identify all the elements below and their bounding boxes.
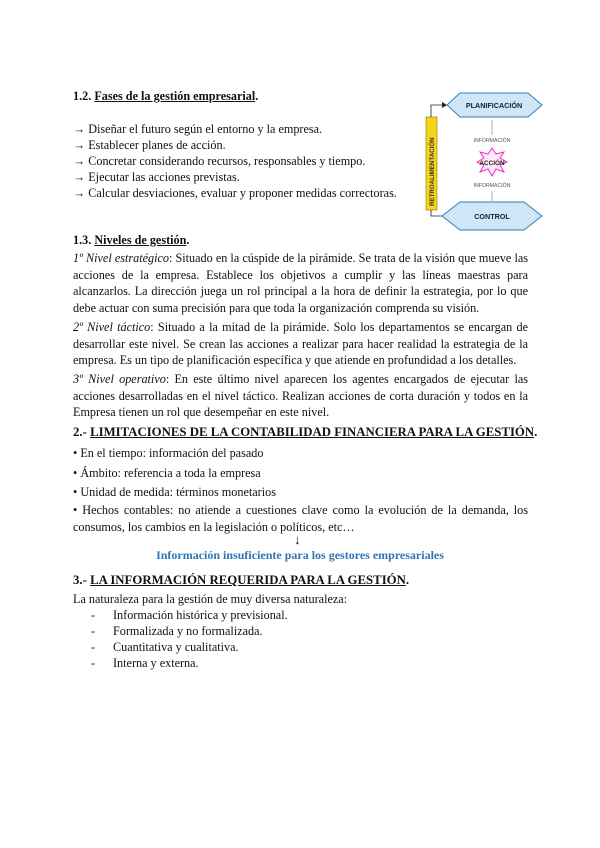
level-paragraph: [73, 319, 528, 369]
level-label: 1º Nivel estratégico: [73, 251, 169, 265]
section-title: Niveles de gestión: [94, 233, 187, 247]
limitation-bullet: • Unidad de medida: términos monetarios: [73, 485, 276, 499]
phase-item: → Calcular desviaciones, evaluar y proponer medidas correctoras.: [73, 186, 397, 200]
limitation-bullet: • Ámbito: referencia a toda la empresa: [73, 466, 261, 480]
phase-item: → Diseñar el futuro según el entorno y la empresa.: [73, 122, 323, 136]
arrow-head-icon: [442, 102, 447, 108]
list-item-text: Formalizada y no formalizada.: [113, 624, 263, 638]
info-top-label: INFORMACIÓN: [473, 138, 511, 144]
down-arrow-icon: ↓: [294, 532, 301, 547]
level-label: 2º Nivel táctico: [73, 320, 151, 334]
list-item-text: Cuantitativa y cualitativa.: [113, 640, 239, 654]
action-label: ACCIÓN: [479, 160, 505, 167]
section-1-3-heading: 1.3. Niveles de gestión.: [73, 233, 190, 247]
list-item: [91, 607, 288, 623]
dash-marker: -: [91, 624, 96, 638]
dash-marker: -: [91, 656, 96, 670]
management-cycle-diagram: [420, 92, 545, 240]
connector-line: [431, 105, 442, 117]
feedback-label: RETROALIMENTACIÓN: [429, 137, 436, 206]
level-label: 3º Nivel operativo: [73, 372, 166, 386]
list-item-text: Interna y externa.: [113, 656, 199, 670]
dash-marker: -: [91, 640, 96, 654]
intro-text: La naturaleza para la gestión de muy diversa naturaleza:: [73, 592, 348, 606]
level-paragraph: [73, 371, 528, 421]
phase-item: → Ejecutar las acciones previstas.: [73, 170, 240, 184]
connector-line: [431, 210, 442, 216]
limitation-bullet: • En el tiempo: información del pasado: [73, 446, 264, 460]
list-item-text: Información histórica y previsional.: [113, 608, 288, 622]
level-text: : Situado en la cúspide de la pirámide. Se trata de la visión que mueve las acciones de la empresa. Establece los objetivos a cumplir y las líneas maestras para alcanzarlos. La dirección juega un rol principal a la hora de definir la estrategia, por lo que debe actuar con suma precisión para que toda la organización comprenda su visión.: [73, 251, 528, 315]
section-2-heading: 2.- LIMITACIONES DE LA CONTABILIDAD FINANCIERA PARA LA GESTIÓN.: [73, 425, 538, 439]
control-label: CONTROL: [474, 212, 510, 221]
list-item: [91, 655, 199, 671]
section-title: LIMITACIONES DE LA CONTABILIDAD FINANCIERA PARA LA GESTIÓN: [90, 425, 535, 439]
level-text: : En este último nivel aparecen los agentes encargados de ejecutar las acciones desarrolladas en el nivel táctico. Realizan acciones de corta duración y todos en la Empresa tienen un rol que desempeñar en este nivel.: [73, 372, 528, 420]
section-number: 3.-: [73, 573, 87, 587]
section-1-2-heading: 1.2. Fases de la gestión empresarial.: [73, 89, 259, 103]
level-paragraph: [73, 250, 528, 316]
section-title: Fases de la gestión empresarial: [94, 89, 256, 103]
section-number: 1.3.: [73, 233, 92, 247]
planning-label: PLANIFICACIÓN: [465, 101, 523, 110]
conclusion-text: Información insuficiente para los gestores empresariales: [156, 548, 444, 562]
section-number: 2.-: [73, 425, 87, 439]
phase-item: → Establecer planes de acción.: [73, 138, 226, 152]
level-text: : Situado a la mitad de la pirámide. Solo los departamentos se encargan de desarrollar este nivel. Se crean las acciones a realizar para hacer realidad la estrategia de la empresa. Es un tipo de planificación específica y que atiende en profundidad a los detalles.: [73, 320, 528, 368]
info-bottom-label: INFORMACIÓN: [473, 183, 511, 189]
list-item: [91, 639, 239, 655]
dash-marker: -: [91, 608, 96, 622]
list-item: [91, 623, 263, 639]
section-3-heading: 3.- LA INFORMACIÓN REQUERIDA PARA LA GESTIÓN.: [73, 573, 410, 587]
section-number: 1.2.: [73, 89, 92, 103]
phase-item: → Concretar considerando recursos, responsables y tiempo.: [73, 154, 366, 168]
section-title: LA INFORMACIÓN REQUERIDA PARA LA GESTIÓN: [90, 573, 406, 587]
limitation-bullet: • Hechos contables: no atiende a cuestiones clave como la evolución de la demanda, los consumos, los cambios en la legislación o políticos, etc…: [73, 503, 528, 534]
